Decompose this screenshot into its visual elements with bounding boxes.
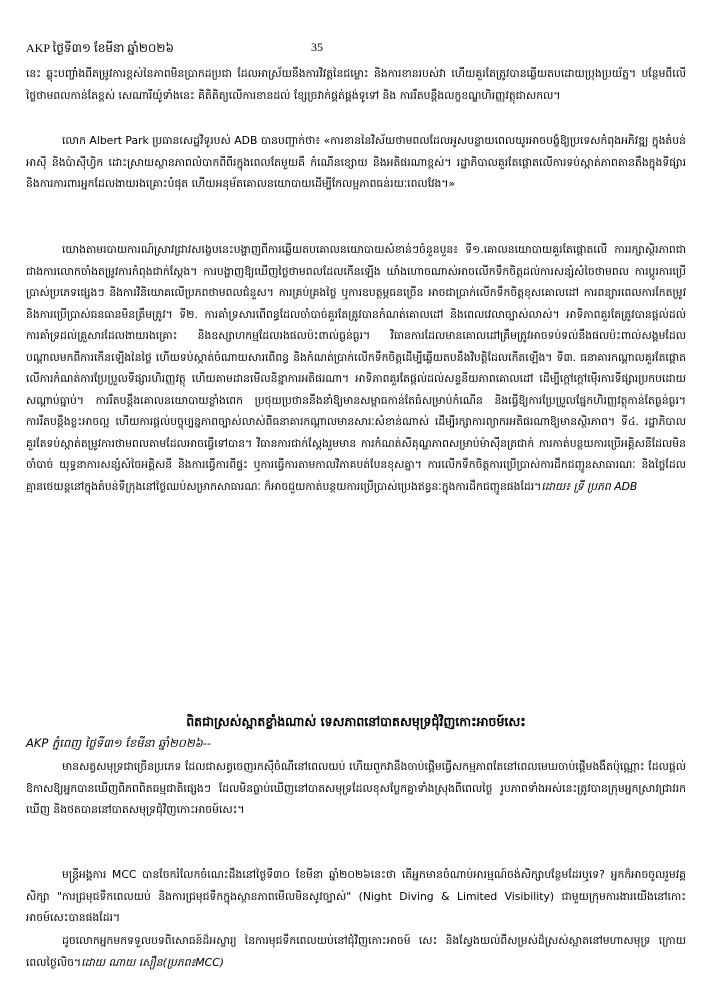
article1-paragraph-1-text: នេះ ឆ្លុះបញ្ចាំងពីតម្រូវការខ្ពស់នៃភាពមិនប្រាកដប្រជា ដែលអាស្រ័យនឹងការវិវត្តនៃជម្លោះ និងការខានរបស់វា ហើយគួរតែត្រូវបានឆ្លើយតបដោយប្រុងប្រយ័ត្ន។ បន្ថែមពីលើថ្លៃថាមពលកាន់តែខ្ពស់ សេណារីយ៉ូទាំងនេះ គិតិតិត្យលើការខានដល់ ខ្សែច្រវាក់ផ្គត់ផ្គង់ទូទៅ និង ការរឹតបន្តឹងលក្ខខណ្ឌហិរញ្ញវត្ថុជាសកល។: [26, 67, 686, 102]
article2-source: ដោយ ណាយ សឿន(ប្រភព៖MCC): [81, 955, 224, 969]
article1-paragraph-3-text: យោងតាមរបាយការណ៍ស្រាវជ្រាវសង្ខេបនេះបង្ហាញពីការឆ្លើយតបគោលនយោបាយសំខាន់ៗចំនួនបួន៖ ទី១.គោលនយោបាយគួរតែផ្តោតលើ ការរក្សាស្ថិរភាពជាជាងការលោកចាំងតម្រូវការកំពុងជាក់ស្តែង។ ការបង្ហាញឱ្យឃើញថ្លៃថាមពលដែលកើនឡើង ឃាំងហោចណាស់អាចលើកទឹកចិត្តដល់ការសន្សំសំចៃថាមពល ការប្តូរការប្រើប្រាស់ប្រភេទផ្សេងៗ និងការវិនិយោគលើប្រភពថាមពលជំនួស។ ការគ្រប់គ្រងថ្លៃ ឬការឧបត្ថម្ភធនច្រើន អាចជាប្រាក់លើកទឹកចិត្តខុសគោលដៅ ការពន្យារពេលការកែតម្រូវ និងការប្រើប្រាស់ធនធានមិនត្រឹមត្រូវ។ ទី២. ការគាំទ្រសារពើពន្ធដែលចាំបាច់គួរតែត្រូវបានកំណត់គោលដៅ និងពេលវេលាច្បាស់លាស់។ អាទិភាពគួរតែត្រូវបានផ្តល់ដល់ការគាំទ្រដល់គ្រួសារដែលងាយរងគ្រោះ និងឧស្សាហកម្មដែលរងផលប៉ះពាល់ធ្ងន់ធ្ងរ។ វិធានការដែលមានគោលដៅត្រឹមត្រូវអាចទប់ទល់នឹងផលប៉ះពាល់សង្គមដែលបណ្តាលមកពីការកើនឡើងនៃថ្លៃ ហើយទប់ស្កាត់ចំណាយសារពើពន្ធ និងកំណត់ប្រាក់លើកទឹកចិត្តដើម្បីឆ្លើយតបនឹងវិបត្តិដែលកើតឡើង។ ទី៣. ធនាគារកណ្តាលគួរតែផ្តោត លើការកំណត់ការប្រែប្រួលទីផ្សារហិរញ្ញវត្ថុ ហើយតាមដានមើលនិន្នាការអតិផរណា។ អាទិភាពគួរតែផ្តល់ដល់សន្ទនីយភាពគោលដៅ ដើម្បីក្តៅក្តៅម៉ើរការទីផ្សារប្រកបដោយសណ្តាប់ធ្នាប់។ ការរឹតបន្តឹងគោលនយោបាយខ្លាំងពេក ប្រថុយប្រថាននឹងនាំឱ្យមានសម្ពាធកាន់តែធំសម្រាប់កំណើន និងធ្វើឱ្យការប្រែប្រួលផ្នែកហិរញ្ញវត្ថុកាន់តែធ្ងន់ធ្ងរ។ ការរឹតបន្តឹងខ្លះអាចល្អ ហើយការផ្តល់បច្ចុប្បន្នភាពច្បាស់លាស់ពីធនាគារកណ្តាលមានសារៈសំខាន់ណាស់ ដើម្បីរក្សាការព្យាករអតិផរណាឱ្យមានស្ថិរភាព។ ទី៤. រដ្ឋាភិបាលគួរតែទប់ស្កាត់តម្រូវការថាមពលតាមដែលអាចធ្វើទៅបាន។ វិធានការជាក់ស្តែងរួមមាន ការកំណត់សីតុណ្ហភាពសម្រាប់ម៉ាស៊ីនត្រជាក់ ការកាត់បន្ថយការប្រើអគ្គិសនីដែលមិនចាំបាច់ យុទ្ធនាការសន្សំសំចៃអគ្គិសនី និងការធ្វើការពីផ្ទះ ឬការធ្វើការតាមកាលវិភាគបត់បែនខុសគ្នា។ ការលើកទឹកចិត្តការប្រើប្រាស់ការដឹកជញ្ជូនសាធារណៈ និងថ្លៃដែលគ្មានថេយន្តនៅក្នុងតំបន់ទីក្រុងនៅថ្ងៃឈប់សម្រាកសាធារណៈ ក៏អាចជួយកាត់បន្ថយការប្រើប្រាស់ប្រេងឥន្ធនៈក្នុងការដឹកជញ្ជូនផងដែរ។: [26, 243, 686, 493]
page-header: [26, 40, 686, 56]
article1-paragraph-1: [26, 63, 686, 106]
article1-source: ដោយ៖ ទ្រី ប្រភព ADB: [541, 479, 638, 493]
article2-paragraph-2-text: មន្ត្រីអង្គការ MCC បានចែករំលែកចំណេះដឹងនៅថ្ងៃទី៣០ ខែមីនា ឆ្នាំ២០២៦នេះថា តើអ្នកមានចំណាប់អារម្មណ៍ចង់សិក្សាបន្ថែមដែរឬទេ? អ្នកក៏អាចចូលរួមវគ្គសិក្សា "ការជ្រមុជទឹកពេលយប់ និងការជ្រមុជទឹកក្នុងស្ថានភាពមើលមិនសូវច្បាស់" (Night Diving & Limited Visibility) ជាមួយក្រុមការងារយើងនៅកោះអាចម៍សេះបានផងដែរ។: [26, 868, 686, 924]
article1-paragraph-3: [26, 239, 686, 497]
article2-headline: ពិតជាស្រស់ស្អាតខ្លាំងណាស់ ទេសភាពនៅបាតសមុទ្រជុំវិញកោះអាចម៍សេះ: [186, 714, 526, 729]
article2-dateline: AKP ភ្នំពេញ ថ្ងៃទី៣១ ខែមីនា ឆ្នាំ២០២៦--: [26, 736, 212, 750]
article1-paragraph-2-text: លោក Albert Park ប្រធានសេដ្ឋវិទូរបស់ ADB បានបញ្ជាក់ថា៖ «ការខាននៃវិស័យថាមពលដែលអូសបន្លាយពេលយូរអាចបង្ខំឱ្យប្រទេសកំពុងអភិវឌ្ឍ ក្នុងតំបន់អាស៊ី និងប៉ាស៊ីហ្វិក ដោះស្រាយស្ថានភាពលំបាកពីពីរក្នុងពេលតែមួយគឺ កំណើនខ្សោយ និងអតិផរណាខ្ពស់។ រដ្ឋាភិបាលគួរតែផ្តោតលើការទប់ស្កាត់ភាពតានតឹងក្នុងទីផ្សារ និងការការពារអ្នកដែលងាយរងគ្រោះបំផុត ហើយអនុម័តគោលនយោបាយដើម្បីកែលម្អភាពធន់រយៈពេលវែង។»: [26, 134, 686, 190]
page-number: 35: [311, 40, 323, 54]
article1-paragraph-2: [26, 130, 686, 195]
header-date: AKP ថ្ងៃទី៣១ ខែមីនា ឆ្នាំ២០២៦: [26, 41, 174, 55]
article2-paragraph-3: [26, 930, 686, 973]
article2-paragraph-1-text: មានសត្វសមុទ្រជាច្រើនប្រភេទ ដែលជាសត្វចេញរកស៊ីចំណីនៅពេលយប់ ហើយពួកវានឹងចាប់ផ្តើមធ្វើសកម្មភាពតែនៅពេលមេឃចាប់ផ្តើមងងឹតប៉ុណ្ណោះ ដែលផ្តល់ឱកាសឱ្យអ្នកបានឃើញពិភពពិតធម្មជាតិផ្សេងៗ ដែលមិនធ្លាប់ឃើញនៅបាតសមុទ្រដែលខុសប្លែកគ្នាទាំងស្រុងពីពេលថ្ងៃ រូបភាពទាំងអស់នេះត្រូវបានក្រុមអ្នកស្រាវជ្រាវរកឃើញ និងថតបាននៅបាតសមុទ្រជុំវិញកោះអាចម៍សេះ។: [26, 760, 686, 816]
article2-paragraph-1: [26, 756, 686, 821]
article2-paragraph-2: [26, 864, 686, 929]
article2-paragraph-3-text: ដូចលោកអ្នកមកទទួលបទពិសោធន៍ដ៏អស្ចារ្យ នៃការមុជទឹកពេលយប់នៅជុំវិញកោះអាចម៍ សេះ និងស្វែងយល់ពីសម្រស់ដ៏ស្រស់ស្អាតនៅមហាសមុទ្រ ក្រោយពេលថ្ងៃលិច។: [26, 934, 686, 969]
